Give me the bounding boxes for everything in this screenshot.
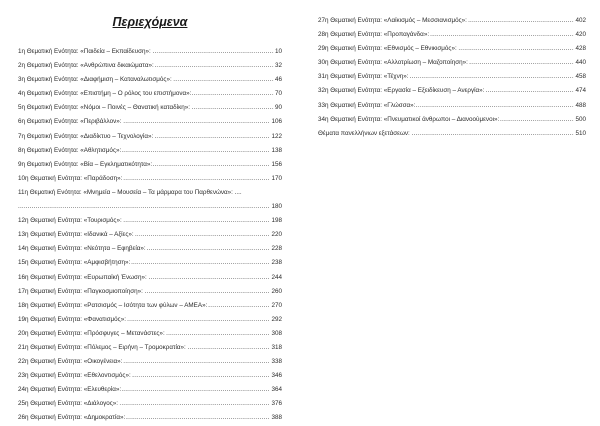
toc-list-left xyxy=(18,45,282,426)
toc-entry-title: ..... 19η Θεματική Ενότητα: «Φανατισμός»: xyxy=(18,313,127,327)
toc-entry-page: 70 xyxy=(274,87,282,101)
toc-entry-title: ..... 3η Θεματική Ενότητα: «Διαφήμιση – Καταναλωτισμός»: xyxy=(18,73,173,87)
toc-entry-page: 428 xyxy=(574,42,586,56)
toc-entry[interactable] xyxy=(18,285,282,299)
toc-entry-title: ..... 21η Θεματική Ενότητα: «Πόλεμος – Ειρήνη – Τρομοκρατία»: xyxy=(18,341,187,355)
toc-entry[interactable] xyxy=(18,327,282,341)
toc-entry-title: ..... 20η Θεματική Ενότητα: «Πρόσφυγες – Μετανάστες»: xyxy=(18,327,166,341)
toc-entry[interactable] xyxy=(18,73,282,87)
toc-entry-page: 238 xyxy=(270,256,282,270)
toc-entry[interactable] xyxy=(18,115,282,129)
toc-entry[interactable] xyxy=(318,84,586,98)
toc-entry-page: 488 xyxy=(574,99,586,113)
toc-entry[interactable] xyxy=(318,99,586,113)
toc-entry-title: ..... 27η Θεματική Ενότητα: «Λαϊκισμός – Μεσσιανισμός»: xyxy=(318,14,468,28)
toc-entry-page: 138 xyxy=(270,144,282,158)
toc-entry-page: 458 xyxy=(574,70,586,84)
toc-entry[interactable] xyxy=(18,101,282,115)
toc-entry-page: 198 xyxy=(270,214,282,228)
toc-entry[interactable] xyxy=(18,45,282,59)
toc-entry[interactable] xyxy=(318,113,586,127)
toc-entry-title: ..... 25η Θεματική Ενότητα: «Διάλογος»: xyxy=(18,397,119,411)
toc-entry-page: 338 xyxy=(270,355,282,369)
toc-entry-title: ..... 31η Θεματική Ενότητα: «Τέχνη»: xyxy=(318,70,409,84)
toc-entry-title: ..... 26η Θεματική Ενότητα: «Δημοκρατία»: xyxy=(18,411,126,425)
toc-entry-page: 170 xyxy=(270,172,282,186)
toc-entry[interactable] xyxy=(18,299,282,313)
toc-entry-page: 388 xyxy=(270,411,282,425)
toc-entry[interactable] xyxy=(18,256,282,270)
toc-entry[interactable] xyxy=(18,355,282,369)
toc-entry[interactable] xyxy=(18,130,282,144)
toc-entry-title: ..... 13η Θεματική Ενότητα: «Ιδανικά – Αξίες»: xyxy=(18,228,135,242)
toc-entry[interactable] xyxy=(18,87,282,101)
toc-entry-page: 500 xyxy=(574,113,586,127)
toc-entry-title: ..... 18η Θεματική Ενότητα: «Ρατσισμός – Ισότητα των φύλων – ΑΜΕΑ»: xyxy=(18,299,208,313)
toc-entry[interactable] xyxy=(18,228,282,242)
left-page xyxy=(0,0,300,424)
toc-entry-page: 220 xyxy=(270,228,282,242)
toc-entry-title: ..... 29η Θεματική Ενότητα: «Εθνισμός – Εθνικισμός»: xyxy=(318,42,458,56)
toc-entry-page: 346 xyxy=(270,369,282,383)
toc-entry-title: ..... 9η Θεματική Ενότητα: «Βία – Εγκληματικότητα»: xyxy=(18,158,153,172)
toc-entry-page: 46 xyxy=(274,73,282,87)
toc-entry-page: 510 xyxy=(574,127,586,141)
toc-entry-title: ..... 6η Θεματική Ενότητα: «Περιβάλλον»: xyxy=(18,115,123,129)
toc-entry[interactable] xyxy=(18,313,282,327)
toc-entry-page: 402 xyxy=(574,14,586,28)
toc-entry-page: 420 xyxy=(574,28,586,42)
toc-entry-page: 292 xyxy=(270,313,282,327)
toc-entry-page: 106 xyxy=(270,115,282,129)
toc-entry[interactable] xyxy=(18,59,282,73)
toc-entry-page: 228 xyxy=(270,242,282,256)
toc-entry[interactable] xyxy=(318,28,586,42)
toc-entry-page: 156 xyxy=(270,158,282,172)
toc-list-right xyxy=(318,14,586,141)
toc-entry-title: ..... 8η Θεματική Ενότητα: «Αθλητισμός»: xyxy=(18,144,122,158)
toc-entry[interactable] xyxy=(318,42,586,56)
toc-entry[interactable] xyxy=(18,186,282,200)
toc-entry-page: ..... 180 xyxy=(270,200,282,214)
toc-entry-title: ..... 34η Θεματική Ενότητα: «Πνευματικοί άνθρωποι – Διανοούμενοι»: xyxy=(318,113,500,127)
toc-entry-title: ..... 15η Θεματική Ενότητα: «Αμφισβήτηση»: xyxy=(18,256,131,270)
toc-entry-title: ..... 16η Θεματική Ενότητα: «Ευρωπαϊκή Ένωση»: xyxy=(18,271,148,285)
toc-entry-page: 260 xyxy=(270,285,282,299)
toc-entry[interactable] xyxy=(18,271,282,285)
toc-entry[interactable] xyxy=(18,397,282,411)
toc-entry[interactable] xyxy=(18,214,282,228)
toc-entry-page: 32 xyxy=(274,59,282,73)
toc-entry-page: 244 xyxy=(270,271,282,285)
toc-entry-page: 308 xyxy=(270,327,282,341)
toc-entry[interactable] xyxy=(18,411,282,425)
toc-entry-page: 270 xyxy=(270,299,282,313)
toc-entry-title: ..... 22η Θεματική Ενότητα: «Οικογένεια»: xyxy=(18,355,123,369)
toc-entry[interactable] xyxy=(18,369,282,383)
toc-entry[interactable] xyxy=(18,242,282,256)
toc-entry-title: ..... 5η Θεματική Ενότητα: «Νόμοι – Ποινές – Θανατική καταδίκη»: xyxy=(18,101,191,115)
right-page xyxy=(300,0,600,424)
toc-entry-title: ..... 28η Θεματική Ενότητα: «Προπαγάνδα»: xyxy=(318,28,430,42)
toc-entry[interactable] xyxy=(18,200,282,214)
toc-entry-page: 364 xyxy=(270,383,282,397)
toc-entry-title: ..... 17η Θεματική Ενότητα: «Παγκοσμιοποίηση»: xyxy=(18,285,144,299)
toc-entry-page: 474 xyxy=(574,84,586,98)
toc-title: Περιεχόμενα xyxy=(112,15,188,29)
toc-entry-page: 90 xyxy=(274,101,282,115)
toc-entry[interactable] xyxy=(18,172,282,186)
toc-entry-title: ..... Θέματα πανελλήνιων εξετάσεων: xyxy=(318,127,411,141)
toc-entry-page: 376 xyxy=(270,397,282,411)
toc-entry[interactable] xyxy=(18,383,282,397)
toc-entry-title: ..... 10η Θεματική Ενότητα: «Παράδοση»: xyxy=(18,172,123,186)
toc-entry[interactable] xyxy=(318,70,586,84)
toc-entry-page: 10 xyxy=(274,45,282,59)
toc-entry[interactable] xyxy=(318,56,586,70)
toc-entry[interactable] xyxy=(18,158,282,172)
toc-entry-title: ..... 23η Θεματική Ενότητα: «Εθελοντισμός»: xyxy=(18,369,132,383)
toc-entry-page: 122 xyxy=(270,130,282,144)
toc-entry-page: 440 xyxy=(574,56,586,70)
toc-entry-title: ..... 24η Θεματική Ενότητα: «Ελευθερία»: xyxy=(18,383,122,397)
toc-entry[interactable] xyxy=(18,144,282,158)
toc-entry[interactable] xyxy=(318,14,586,28)
toc-entry-title: ..... 2η Θεματική Ενότητα: «Ανθρώπινα δικαιώματα»: xyxy=(18,59,155,73)
toc-entry-page: 318 xyxy=(270,341,282,355)
toc-entry-title: ..... 1η Θεματική Ενότητα: «Παιδεία – Εκπαίδευση»: xyxy=(18,45,152,59)
toc-entry-title: ..... 30η Θεματική Ενότητα: «Αλλοτρίωση – Μαζοποίηση»: xyxy=(318,56,469,70)
toc-entry-title: ..... 4η Θεματική Ενότητα: «Επιστήμη – Ο ρόλος του επιστήμονα»: xyxy=(18,87,192,101)
toc-entry-title: 11η Θεματική Ενότητα: «Μνημεία – Μουσεία – Τα μάρμαρα του Παρθενώνα»: .... xyxy=(18,186,242,200)
toc-entry-title: ..... 7η Θεματική Ενότητα: «Διαδίκτυο – Τεχνολογία»: xyxy=(18,130,154,144)
toc-entry[interactable] xyxy=(318,127,586,141)
toc-entry-title: ..... 32η Θεματική Ενότητα: «Εργασία – Εξειδίκευση – Ανεργία»: xyxy=(318,84,485,98)
toc-entry[interactable] xyxy=(18,341,282,355)
toc-entry-title: ..... 12η Θεματική Ενότητα: «Τουρισμός»: xyxy=(18,214,123,228)
toc-entry-title: ..... 33η Θεματική Ενότητα: «Γλώσσα»: xyxy=(318,99,416,113)
toc-entry-title: ..... 14η Θεματική Ενότητα: «Νεότητα – Εφηβεία»: xyxy=(18,242,147,256)
